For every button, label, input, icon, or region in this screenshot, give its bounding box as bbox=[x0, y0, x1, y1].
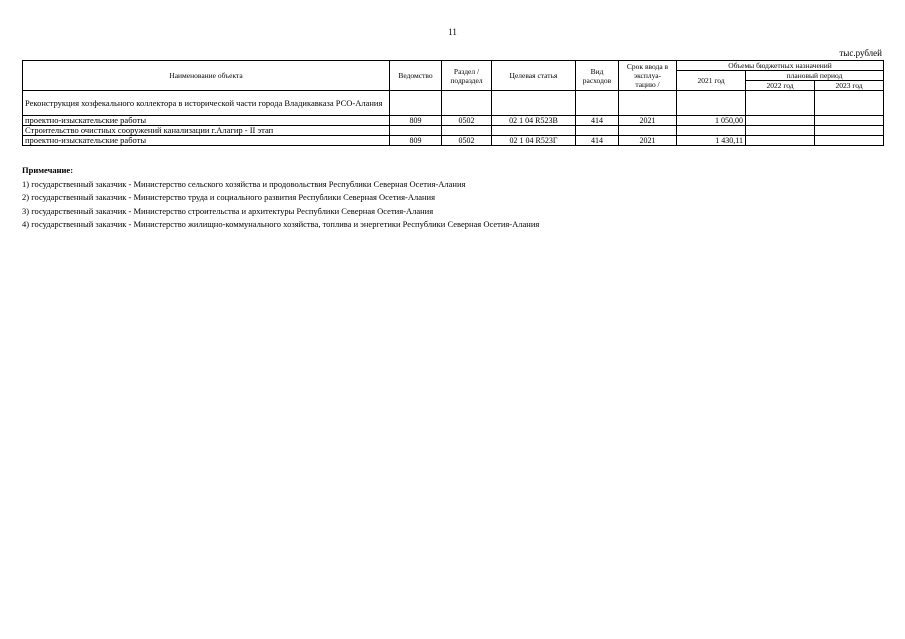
cell-department: 809 bbox=[390, 136, 442, 146]
note-item: 2) государственный заказчик - Министерство труда и социального развития Республики Северная Осетия-Алания bbox=[22, 192, 435, 202]
table-row bbox=[23, 91, 884, 116]
header-commission-line-3: тацию / bbox=[635, 80, 660, 89]
header-commission bbox=[619, 61, 677, 91]
page-number: 11 bbox=[448, 27, 457, 37]
cell-2021: 1 050,00 bbox=[677, 116, 746, 126]
cell-2022 bbox=[746, 91, 815, 116]
header-year-2021: 2021 год bbox=[677, 71, 746, 91]
cell-commission: 2021 bbox=[619, 136, 677, 146]
cell-expense-type bbox=[576, 126, 619, 136]
cell-expense-type: 414 bbox=[576, 136, 619, 146]
cell-target bbox=[492, 126, 576, 136]
cell-name: проектно-изыскательские работы bbox=[23, 116, 390, 126]
cell-commission bbox=[619, 126, 677, 136]
cell-department bbox=[390, 126, 442, 136]
cell-2023 bbox=[815, 136, 884, 146]
header-year-2022: 2022 год bbox=[746, 81, 815, 91]
cell-2021 bbox=[677, 126, 746, 136]
cell-section bbox=[442, 126, 492, 136]
cell-name: проектно-изыскательские работы bbox=[23, 136, 390, 146]
cell-2022 bbox=[746, 136, 815, 146]
cell-2021 bbox=[677, 91, 746, 116]
cell-2022 bbox=[746, 116, 815, 126]
cell-2022 bbox=[746, 126, 815, 136]
header-planning-period: плановый период bbox=[746, 71, 884, 81]
cell-2023 bbox=[815, 91, 884, 116]
cell-target: 02 1 04 R523Г bbox=[492, 136, 576, 146]
budget-table bbox=[22, 60, 884, 146]
cell-section: 0502 bbox=[442, 136, 492, 146]
header-commission-line-1: Срок ввода в bbox=[626, 62, 669, 71]
cell-name: Строительство очистных сооружений канализации г.Алагир - II этап bbox=[23, 126, 390, 136]
notes-title: Примечание: bbox=[22, 165, 74, 175]
cell-department: 809 bbox=[390, 116, 442, 126]
table-row bbox=[23, 136, 884, 146]
header-row-1 bbox=[23, 61, 884, 71]
notes-section bbox=[22, 164, 539, 232]
header-commission-line-2: эксплуа- bbox=[633, 71, 662, 80]
header-year-2023: 2023 год bbox=[815, 81, 884, 91]
cell-2021: 1 430,11 bbox=[677, 136, 746, 146]
note-item: 4) государственный заказчик - Министерство жилищно-коммунального хозяйства, топлива и энергетики Республики Северная Осетия-Алания bbox=[22, 219, 540, 229]
cell-commission bbox=[619, 91, 677, 116]
cell-section bbox=[442, 91, 492, 116]
note-item: 3) государственный заказчик - Министерство строительства и архитектуры Республики Северная Осетия-Алания bbox=[22, 205, 434, 216]
header-section: Раздел / подраздел bbox=[442, 61, 492, 91]
header-name: Наименование объекта bbox=[23, 61, 390, 91]
cell-expense-type: 414 bbox=[576, 116, 619, 126]
unit-label: тыс.рублей bbox=[839, 48, 882, 58]
table-row bbox=[23, 126, 884, 136]
note-item: 1) государственный заказчик - Министерство сельского хозяйства и продовольствия Республики Северная Осетия-Алания bbox=[22, 178, 466, 189]
cell-target bbox=[492, 91, 576, 116]
header-volumes: Объемы бюджетных назначений bbox=[677, 61, 884, 71]
cell-2023 bbox=[815, 126, 884, 136]
header-expense-type: Вид расходов bbox=[576, 61, 619, 91]
cell-section: 0502 bbox=[442, 116, 492, 126]
cell-name: Реконструкция хозфекального коллектора в исторической части города Владикавказа РСО-Алания bbox=[23, 91, 390, 116]
cell-commission: 2021 bbox=[619, 116, 677, 126]
header-department: Ведомство bbox=[390, 61, 442, 91]
cell-department bbox=[390, 91, 442, 116]
table-row bbox=[23, 116, 884, 126]
cell-2023 bbox=[815, 116, 884, 126]
cell-target: 02 1 04 R523В bbox=[492, 116, 576, 126]
header-target: Целевая статья bbox=[492, 61, 576, 91]
cell-expense-type bbox=[576, 91, 619, 116]
